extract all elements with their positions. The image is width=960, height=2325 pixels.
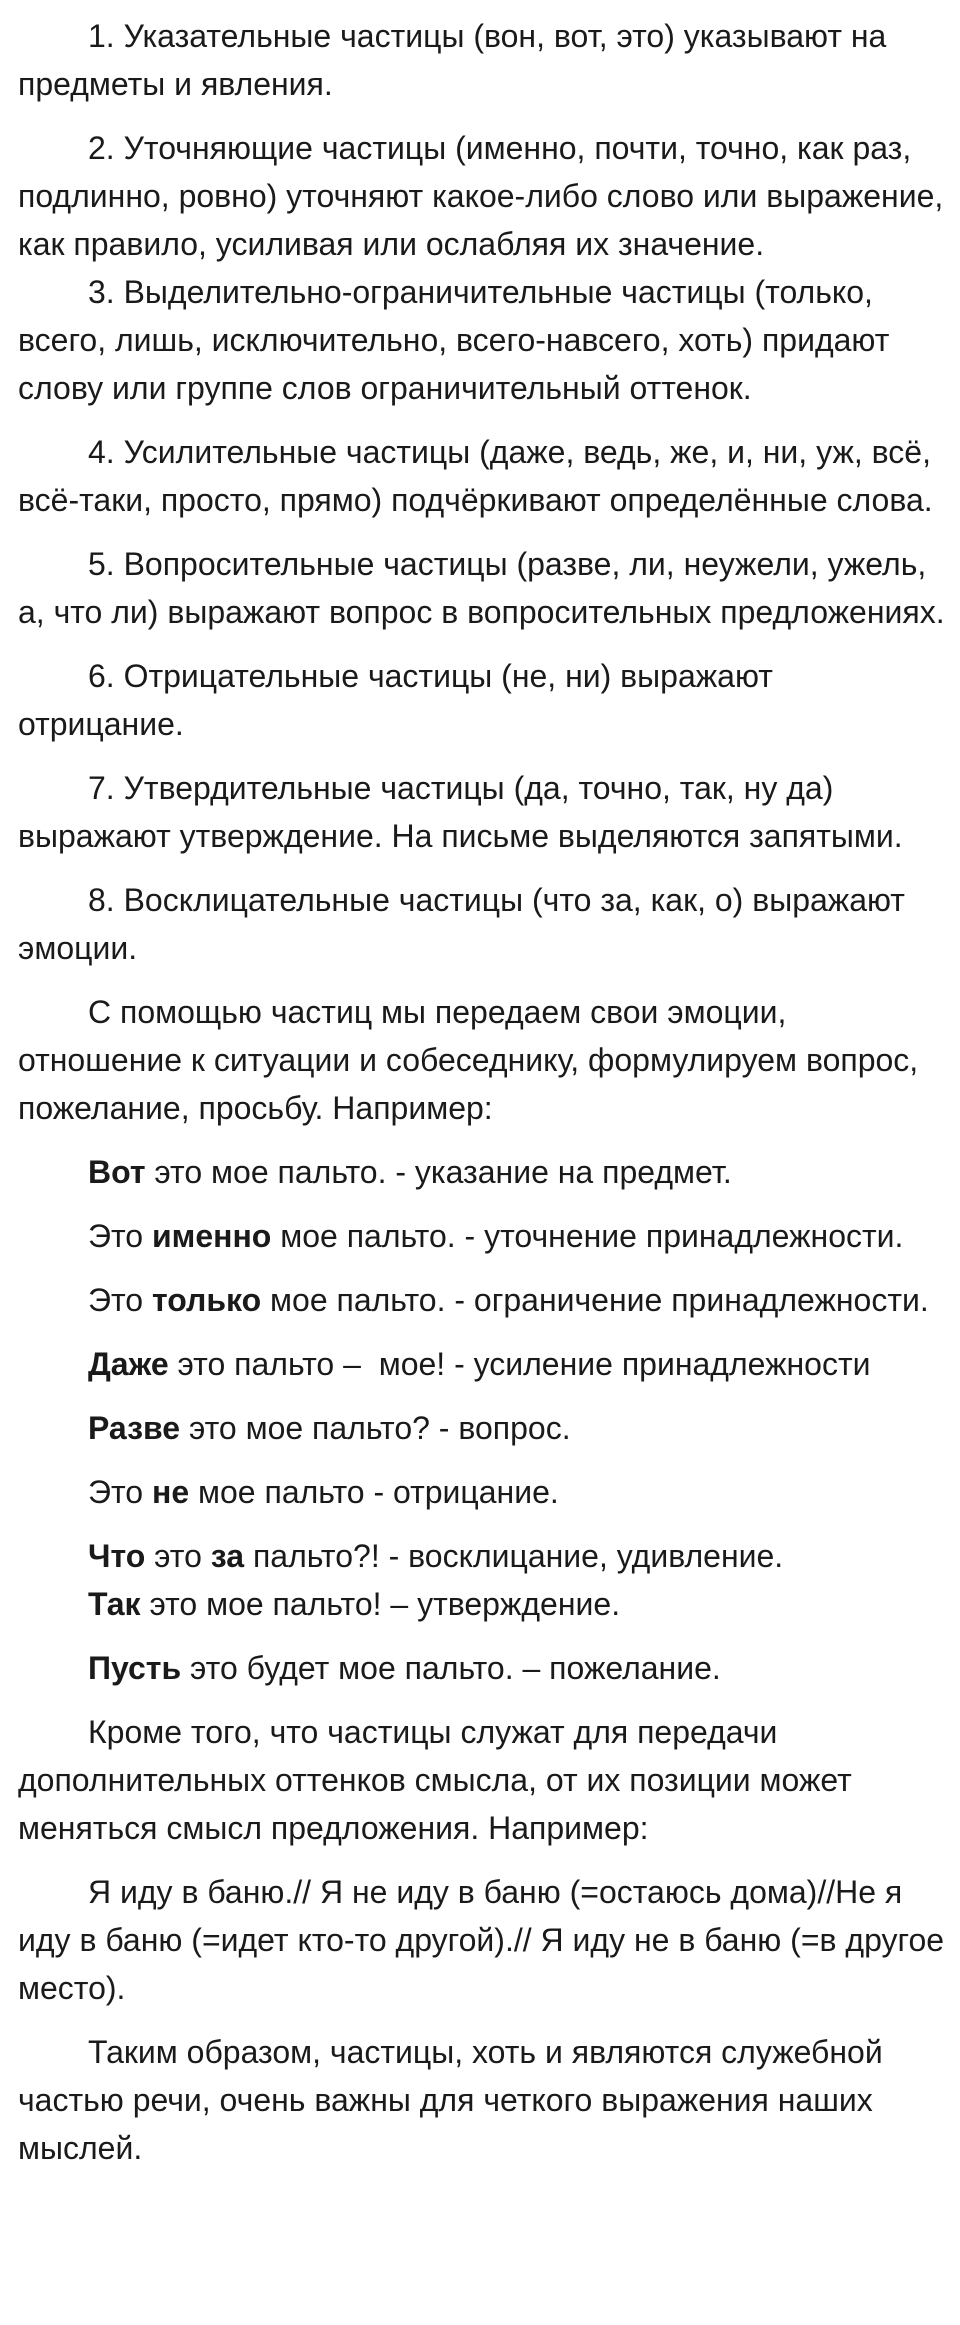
example-particle: Пусть xyxy=(88,1650,182,1686)
example-particle: не xyxy=(151,1474,190,1510)
example-particle: именно xyxy=(151,1218,272,1254)
paragraph-conclusion: Таким образом, частицы, хоть и являются служебной частью речи, очень важны для четкого выражения наших мыслей. xyxy=(18,2034,883,2166)
document-body xyxy=(18,12,946,2188)
example-particle: Даже xyxy=(88,1346,169,1382)
example-negation: Это не мое пальто - отрицание. xyxy=(88,1474,559,1510)
example-pointing: Вот это мое пальто. - указание на предмет. xyxy=(88,1154,732,1190)
example-affirmation: Так это мое пальто! – утверждение. xyxy=(88,1586,621,1622)
paragraph-affirmative: 7. Утвердительные частицы (да, точно, так, ну да) выражают утверждение. На письме выделяются запятыми. xyxy=(18,770,903,854)
paragraph-usage-intro: С помощью частиц мы передаем свои эмоции, отношение к ситуации и собеседнику, формулируем вопрос, пожелание, просьбу. Например: xyxy=(18,994,919,1126)
paragraph-negative: 6. Отрицательные частицы (не, ни) выражают отрицание. xyxy=(18,658,773,742)
example-particle: только xyxy=(151,1282,262,1318)
paragraph-clarifying: 2. Уточняющие частицы (именно, почти, точно, как раз, подлинно, ровно) уточняют какое-либо слово или выражение, как правило, усиливая или ослабляя их значение. xyxy=(18,130,944,262)
example-particle: Так xyxy=(88,1586,141,1622)
example-particle-secondary: за xyxy=(210,1538,245,1574)
example-particle: Что xyxy=(88,1538,146,1574)
example-question: Разве это мое пальто? - вопрос. xyxy=(88,1410,571,1446)
example-wish: Пусть это будет мое пальто. – пожелание. xyxy=(88,1650,721,1686)
example-restriction: Это только мое пальто. - ограничение принадлежности. xyxy=(88,1282,929,1318)
paragraph-position-example: Я иду в баню.// Я не иду в баню (=остаюсь дома)//Не я иду в баню (=идет кто-то другой).// Я иду не в баню (=в другое место). xyxy=(18,1874,945,2006)
example-particle: Разве xyxy=(88,1410,181,1446)
paragraph-exclamatory: 8. Восклицательные частицы (что за, как, о) выражают эмоции. xyxy=(18,882,905,966)
example-exclamation: Что это за пальто?! - восклицание, удивление. xyxy=(88,1538,784,1574)
paragraph-interrogative: 5. Вопросительные частицы (разве, ли, неужели, ужель, а, что ли) выражают вопрос в вопросительных предложениях. xyxy=(18,546,945,630)
paragraph-intensifying: 4. Усилительные частицы (даже, ведь, же, и, ни, уж, всё, всё-таки, просто, прямо) подчёркивают определённые слова. xyxy=(18,434,933,518)
paragraph-restrictive: 3. Выделительно-ограничительные частицы (только, всего, лишь, исключительно, всего-навсего, хоть) придают слову или группе слов ограничительный оттенок. xyxy=(18,274,890,406)
paragraph-position-intro: Кроме того, что частицы служат для передачи дополнительных оттенков смысла, от их позиции может меняться смысл предложения. Например: xyxy=(18,1714,852,1846)
example-particle: Вот xyxy=(88,1154,146,1190)
example-intensification: Даже это пальто – мое! - усиление принадлежности xyxy=(88,1346,871,1382)
paragraph-demonstrative: 1. Указательные частицы (вон, вот, это) указывают на предметы и явления. xyxy=(18,18,887,102)
example-clarification: Это именно мое пальто. - уточнение принадлежности. xyxy=(88,1218,904,1254)
